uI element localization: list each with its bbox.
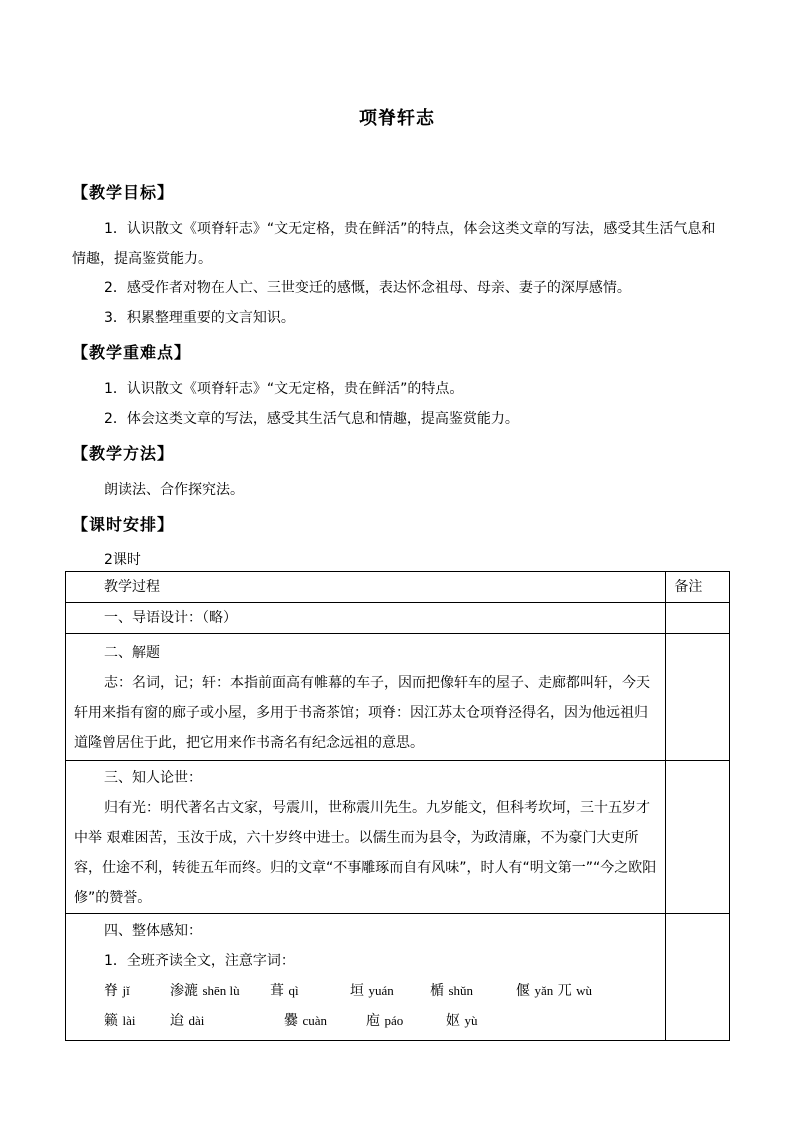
overall-title: 四、整体感知： bbox=[104, 923, 202, 939]
intro-text: 一、导语设计：（略） bbox=[104, 610, 237, 626]
note-cell bbox=[666, 634, 730, 761]
vocab-item: 脊 jǐ bbox=[104, 983, 130, 999]
header-note: 备注 bbox=[674, 579, 703, 595]
explain-text: 志：名词，记；轩：本指前面高有帷幕的车子，因而把像轩车的屋子、走廊都叫轩，今天轩用来指有窗的廊子或小屋，多用于书斋茶馆；项脊：因江苏太仓项脊泾得名，因为他远祖归道隆曾居住于此，把它用来作书斋名有纪念远祖的意思。 bbox=[74, 675, 650, 751]
objectives-heading: 【教学目标】 bbox=[72, 183, 175, 202]
read-instruction: 1．全班齐读全文，注意字词： bbox=[104, 953, 295, 969]
schedule-text: 2课时 bbox=[104, 552, 141, 568]
author-title: 三、知人论世： bbox=[104, 770, 202, 786]
keypoint-item-1: 1．认识散文《项脊轩志》“文无定格，贵在鲜活”的特点。 bbox=[104, 381, 464, 397]
table-row bbox=[66, 634, 730, 761]
table-row bbox=[66, 914, 730, 1041]
vocab-item: 庖 páo bbox=[366, 1013, 404, 1029]
table-row bbox=[66, 603, 730, 634]
objective-item-2: 2．感受作者对物在人亡、三世变迁的感慨，表达怀念祖母、母亲、妻子的深厚感情。 bbox=[104, 280, 631, 296]
methods-heading: 【教学方法】 bbox=[72, 444, 175, 463]
table-header-row bbox=[66, 572, 730, 603]
pinyin-row-1 bbox=[66, 976, 665, 1006]
objective-item-3: 3．积累整理重要的文言知识。 bbox=[104, 310, 295, 326]
page-title: 项脊轩志 bbox=[359, 108, 435, 129]
vocab-item: 偃 yǎn 兀 wù bbox=[516, 983, 593, 999]
vocab-item: 垣 yuán bbox=[350, 983, 394, 999]
note-cell bbox=[666, 603, 730, 634]
vocab-item: 葺 qì bbox=[270, 983, 299, 999]
schedule-heading: 【课时安排】 bbox=[72, 515, 175, 534]
vocab-item: 妪 yù bbox=[446, 1013, 478, 1029]
keypoint-item-2: 2．体会这类文章的写法，感受其生活气息和情趣，提高鉴赏能力。 bbox=[104, 411, 519, 427]
header-process: 教学过程 bbox=[104, 579, 160, 595]
methods-text: 朗读法、合作探究法。 bbox=[104, 482, 244, 498]
table-row bbox=[66, 761, 730, 914]
vocab-item: 楯 shǔn bbox=[430, 983, 474, 999]
vocab-item: 迨 dài bbox=[170, 1013, 205, 1029]
keypoints-heading: 【教学重难点】 bbox=[72, 343, 192, 362]
objective-item-1: 1．认识散文《项脊轩志》“文无定格，贵在鲜活”的特点，体会这类文章的写法，感受其生活气息和情趣，提高鉴赏能力。 bbox=[72, 221, 716, 267]
note-cell bbox=[666, 761, 730, 914]
vocab-item: 渗漉 shēn lù bbox=[170, 983, 240, 999]
explain-title: 二、解题 bbox=[104, 645, 160, 661]
lesson-table bbox=[65, 571, 730, 1041]
vocab-item: 籁 lài bbox=[104, 1013, 136, 1029]
pinyin-row-2 bbox=[66, 1006, 665, 1036]
vocab-item: 爨 cuàn bbox=[284, 1013, 327, 1029]
author-text: 归有光：明代著名古文家，号震川，世称震川先生。九岁能文，但科考坎坷，三十五岁才中举 艰难困苦，玉汝于成，六十岁终中进士。以儒生而为县令，为政清廉，不为豪门大吏所容，仕途不利，转徙五年而终。归的文章“不事雕琢而自有风味”，时人有“明文第一”“今之欧阳修”的赞誉。 bbox=[74, 800, 657, 906]
note-cell bbox=[666, 914, 730, 1041]
